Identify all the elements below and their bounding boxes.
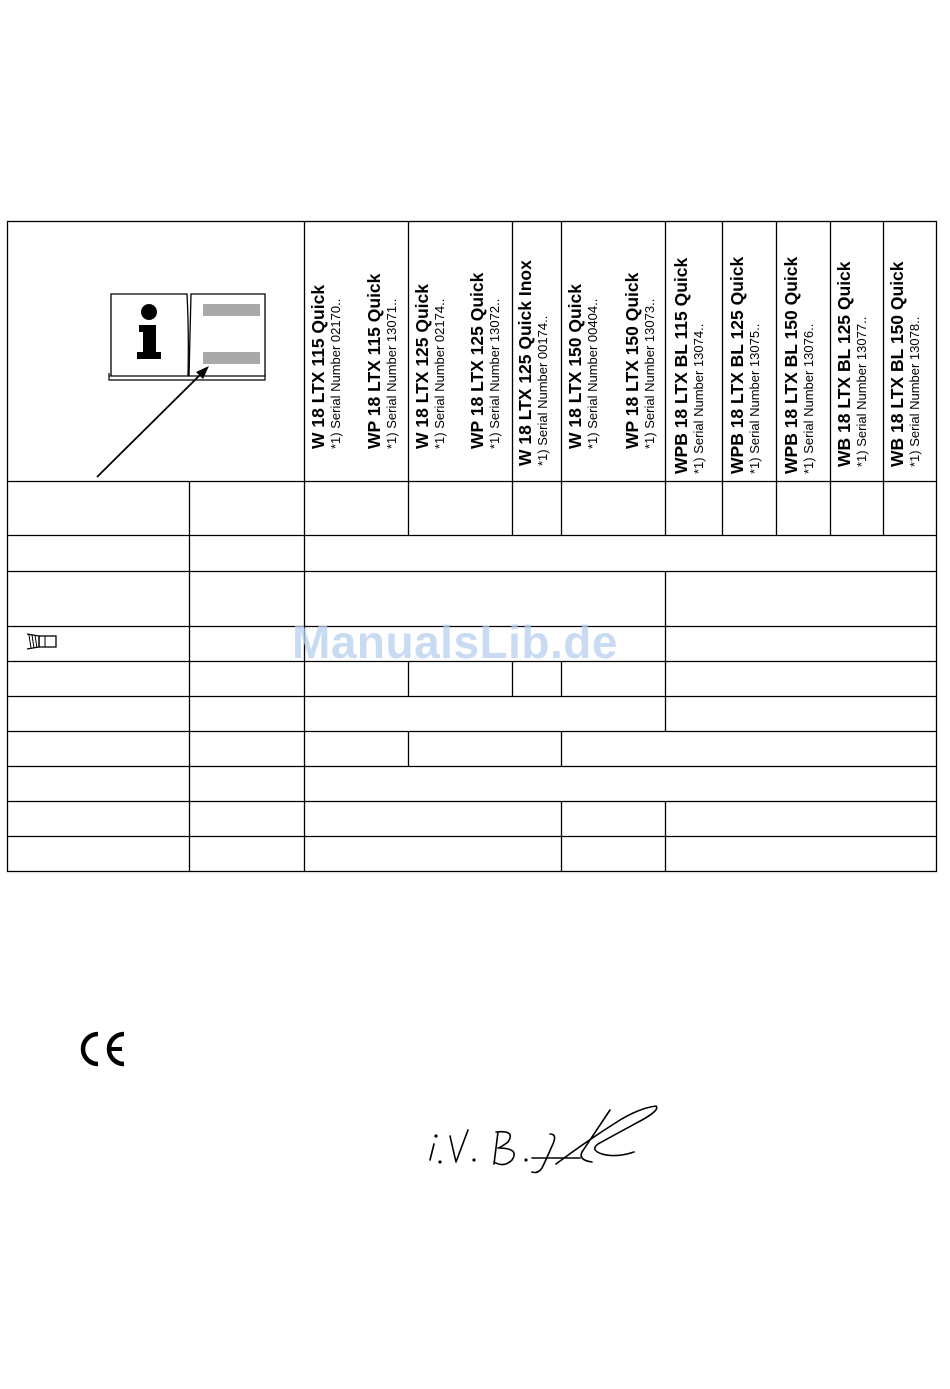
model-name: WB 18 LTX BL 125 Quick xyxy=(834,261,854,467)
handwritten-signature xyxy=(420,1100,670,1180)
serial-number: *1) Serial Number 13076.. xyxy=(801,323,816,474)
serial-number: *1) Serial Number 13074.. xyxy=(691,323,706,474)
spindle-thread-icon xyxy=(25,632,59,652)
model-name: WPB 18 LTX BL 125 Quick xyxy=(727,256,747,474)
serial-number: *1) Serial Number 13077.. xyxy=(854,316,869,467)
serial-number: *1) Serial Number 02174.. xyxy=(432,298,447,449)
serial-number: *1) Serial Number 00174.. xyxy=(535,315,550,466)
serial-number: *1) Serial Number 02170.. xyxy=(328,298,343,449)
model-name: WPB 18 LTX BL 115 Quick xyxy=(671,257,691,474)
serial-number: *1) Serial Number 00404.. xyxy=(585,298,600,449)
serial-number: *1) Serial Number 13078.. xyxy=(907,316,922,467)
model-name: W 18 LTX 150 Quick xyxy=(565,283,585,449)
model-name: WPB 18 LTX BL 150 Quick xyxy=(781,256,801,474)
serial-number: *1) Serial Number 13071.. xyxy=(384,298,399,449)
model-name: WP 18 LTX 115 Quick xyxy=(364,273,384,449)
model-name: WP 18 LTX 150 Quick xyxy=(622,272,642,449)
model-name: W 18 LTX 115 Quick xyxy=(308,284,328,449)
model-name: WP 18 LTX 125 Quick xyxy=(467,272,487,449)
serial-number: *1) Serial Number 13073.. xyxy=(642,298,657,449)
read-manual-icon xyxy=(95,290,270,485)
model-name: W 18 LTX 125 Quick Inox xyxy=(515,260,535,466)
serial-number: *1) Serial Number 13075.. xyxy=(747,323,762,474)
serial-number: *1) Serial Number 13072.. xyxy=(487,298,502,449)
model-name: W 18 LTX 125 Quick xyxy=(412,283,432,449)
ce-mark-icon xyxy=(76,1030,130,1068)
watermark-text: ManualsLib.de xyxy=(292,616,618,668)
model-name: WB 18 LTX BL 150 Quick xyxy=(887,261,907,467)
